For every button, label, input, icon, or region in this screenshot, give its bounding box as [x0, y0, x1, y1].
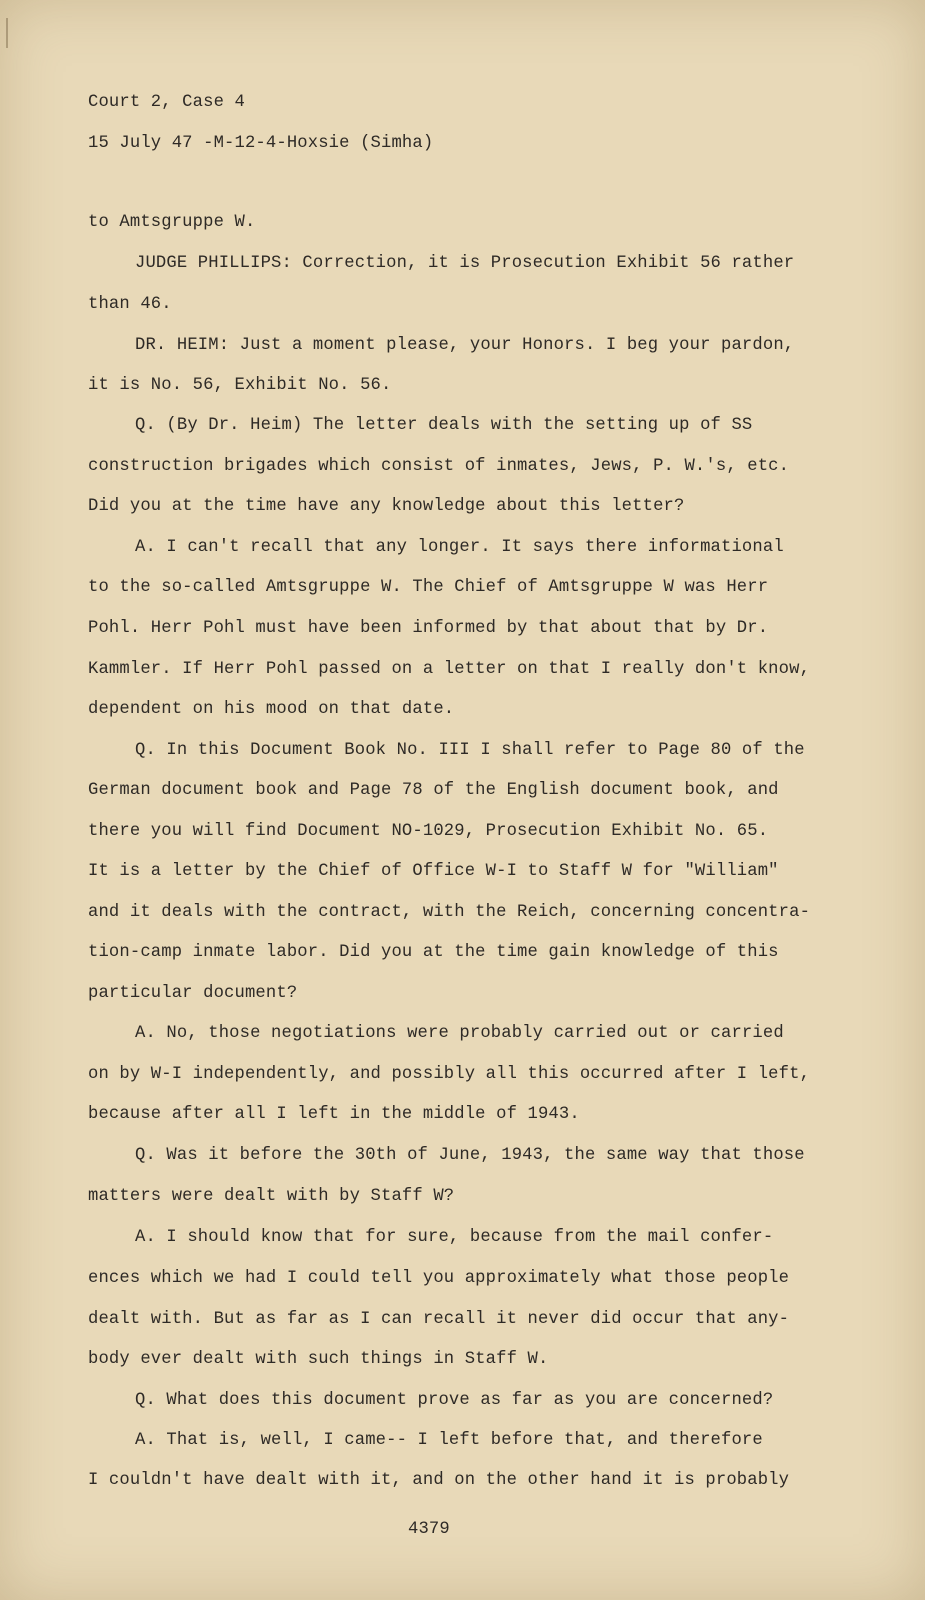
text-line: construction brigades which consist of inmates, Jews, P. W.'s, etc.	[88, 457, 790, 476]
text-line: I couldn't have dealt with it, and on the other hand it is probably	[88, 1471, 790, 1490]
text-line: matters were dealt with by Staff W?	[88, 1187, 455, 1206]
session-line: 15 July 47 -M-12-4-Hoxsie (Simha)	[88, 134, 434, 153]
text-line: to the so-called Amtsgruppe W. The Chief of Amtsgruppe W was Herr	[88, 578, 769, 597]
text-line: ences which we had I could tell you approximately what those people	[88, 1269, 790, 1288]
text-line: Q. In this Document Book No. III I shall refer to Page 80 of the	[135, 741, 805, 760]
text-line: Pohl. Herr Pohl must have been informed by that about that by Dr.	[88, 619, 769, 638]
page-edge-mark	[6, 18, 8, 48]
text-line: A. That is, well, I came-- I left before that, and therefore	[135, 1431, 763, 1450]
text-line: particular document?	[88, 984, 298, 1003]
text-line: German document book and Page 78 of the English document book, and	[88, 781, 779, 800]
text-line: than 46.	[88, 295, 172, 314]
text-line: It is a letter by the Chief of Office W-I to Staff W for "William"	[88, 862, 779, 881]
text-line: there you will find Document NO-1029, Prosecution Exhibit No. 65.	[88, 822, 769, 841]
text-line: on by W-I independently, and possibly all this occurred after I left,	[88, 1065, 811, 1084]
text-line: Kammler. If Herr Pohl passed on a letter on that I really don't know,	[88, 660, 811, 679]
page-number: 4379	[408, 1520, 450, 1539]
text-line: A. I can't recall that any longer. It says there informational	[135, 538, 784, 557]
text-line: body ever dealt with such things in Staff W.	[88, 1350, 549, 1369]
text-line: and it deals with the contract, with the Reich, concerning concentra-	[88, 903, 811, 922]
court-case-header: Court 2, Case 4	[88, 93, 245, 112]
text-line: dependent on his mood on that date.	[88, 700, 455, 719]
text-line: it is No. 56, Exhibit No. 56.	[88, 376, 392, 395]
text-line: A. I should know that for sure, because from the mail confer-	[135, 1228, 774, 1247]
text-line: dealt with. But as far as I can recall it never did occur that any-	[88, 1310, 790, 1329]
text-line: DR. HEIM: Just a moment please, your Honors. I beg your pardon,	[135, 336, 795, 355]
text-line: Q. Was it before the 30th of June, 1943, the same way that those	[135, 1146, 805, 1165]
text-line: tion-camp inmate labor. Did you at the time gain knowledge of this	[88, 943, 779, 962]
text-line: to Amtsgruppe W.	[88, 213, 256, 232]
text-line: Q. (By Dr. Heim) The letter deals with the setting up of SS	[135, 416, 753, 435]
text-line: Did you at the time have any knowledge about this letter?	[88, 497, 685, 516]
text-line: JUDGE PHILLIPS: Correction, it is Prosecution Exhibit 56 rather	[135, 254, 795, 273]
text-line: Q. What does this document prove as far as you are concerned?	[135, 1391, 774, 1410]
text-line: because after all I left in the middle of 1943.	[88, 1105, 580, 1124]
text-line: A. No, those negotiations were probably carried out or carried	[135, 1024, 784, 1043]
